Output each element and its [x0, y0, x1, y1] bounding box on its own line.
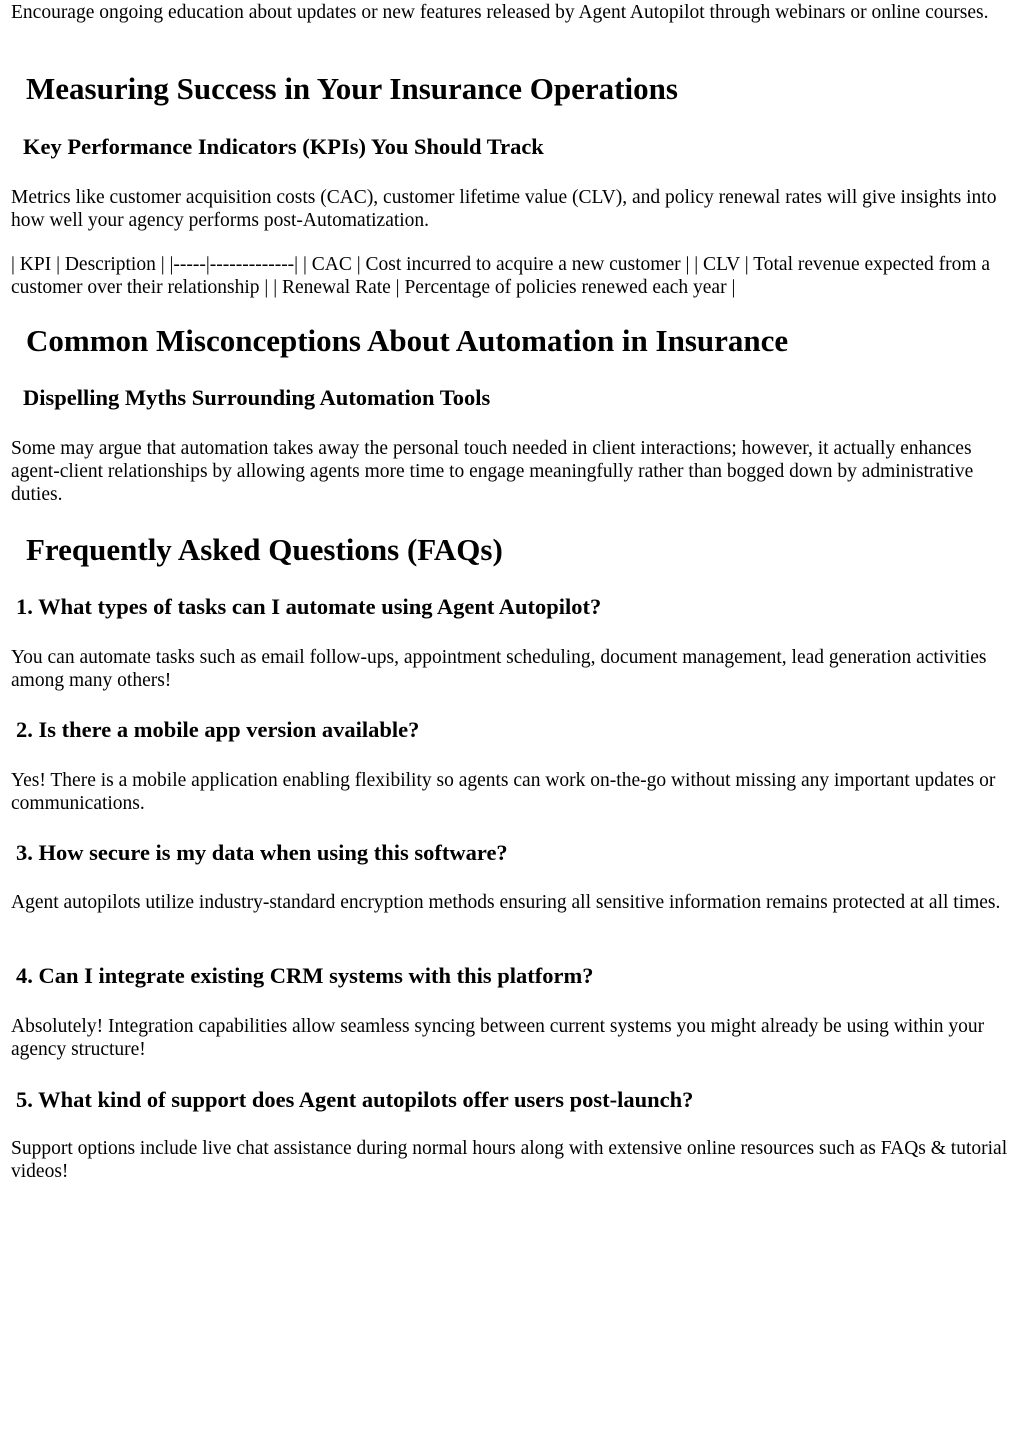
faq-answer: Yes! There is a mobile application enabling flexibility so agents can work on-the-go without missing any important updates or communications.: [11, 770, 996, 814]
faq-question: 2. Is there a mobile app version available?: [16, 717, 420, 742]
misconceptions-heading: Common Misconceptions About Automation in Insurance: [26, 323, 789, 358]
measuring-heading: Measuring Success in Your Insurance Operations: [26, 71, 678, 106]
faq-answer: Support options include live chat assistance during normal hours along with extensive online resources such as FAQs & tutorial videos!: [11, 1138, 1008, 1182]
faq-answer: Agent autopilots utilize industry-standard encryption methods ensuring all sensitive information remains protected at all times.: [11, 892, 1001, 913]
measuring-paragraph: Metrics like customer acquisition costs (CAC), customer lifetime value (CLV), and policy renewal rates will give insights into how well your agency performs post-Automatization.: [11, 187, 997, 231]
faq-heading: Frequently Asked Questions (FAQs): [26, 532, 503, 567]
faq-question: 3. How secure is my data when using this software?: [16, 840, 508, 865]
misconceptions-paragraph: Some may argue that automation takes away the personal touch needed in client interactions; however, it actually enhances agent-client relationships by allowing agents more time to engage meaningfully rather than bogged down by administrative duties.: [11, 438, 974, 505]
myths-subheading: Dispelling Myths Surrounding Automation Tools: [23, 385, 491, 410]
faq-question: 4. Can I integrate existing CRM systems with this platform?: [16, 963, 594, 988]
faq-answer: Absolutely! Integration capabilities allow seamless syncing between current systems you might already be using within your agency structure!: [11, 1016, 985, 1060]
kpi-table-text: | KPI | Description | |-----|-------------| | CAC | Cost incurred to acquire a new customer | | CLV | Total revenue expected from a customer over their relationship | | Renewal Rate | Percentage of policies renewed each year |: [11, 254, 991, 298]
kpi-subheading: Key Performance Indicators (KPIs) You Should Track: [23, 134, 544, 159]
faq-question: 1. What types of tasks can I automate using Agent Autopilot?: [16, 594, 602, 619]
faq-answer: You can automate tasks such as email follow-ups, appointment scheduling, document management, lead generation activities among many others!: [11, 647, 987, 691]
intro-paragraph: Encourage ongoing education about updates or new features released by Agent Autopilot through webinars or online courses.: [11, 2, 989, 23]
faq-question: 5. What kind of support does Agent autopilots offer users post-launch?: [16, 1087, 694, 1112]
